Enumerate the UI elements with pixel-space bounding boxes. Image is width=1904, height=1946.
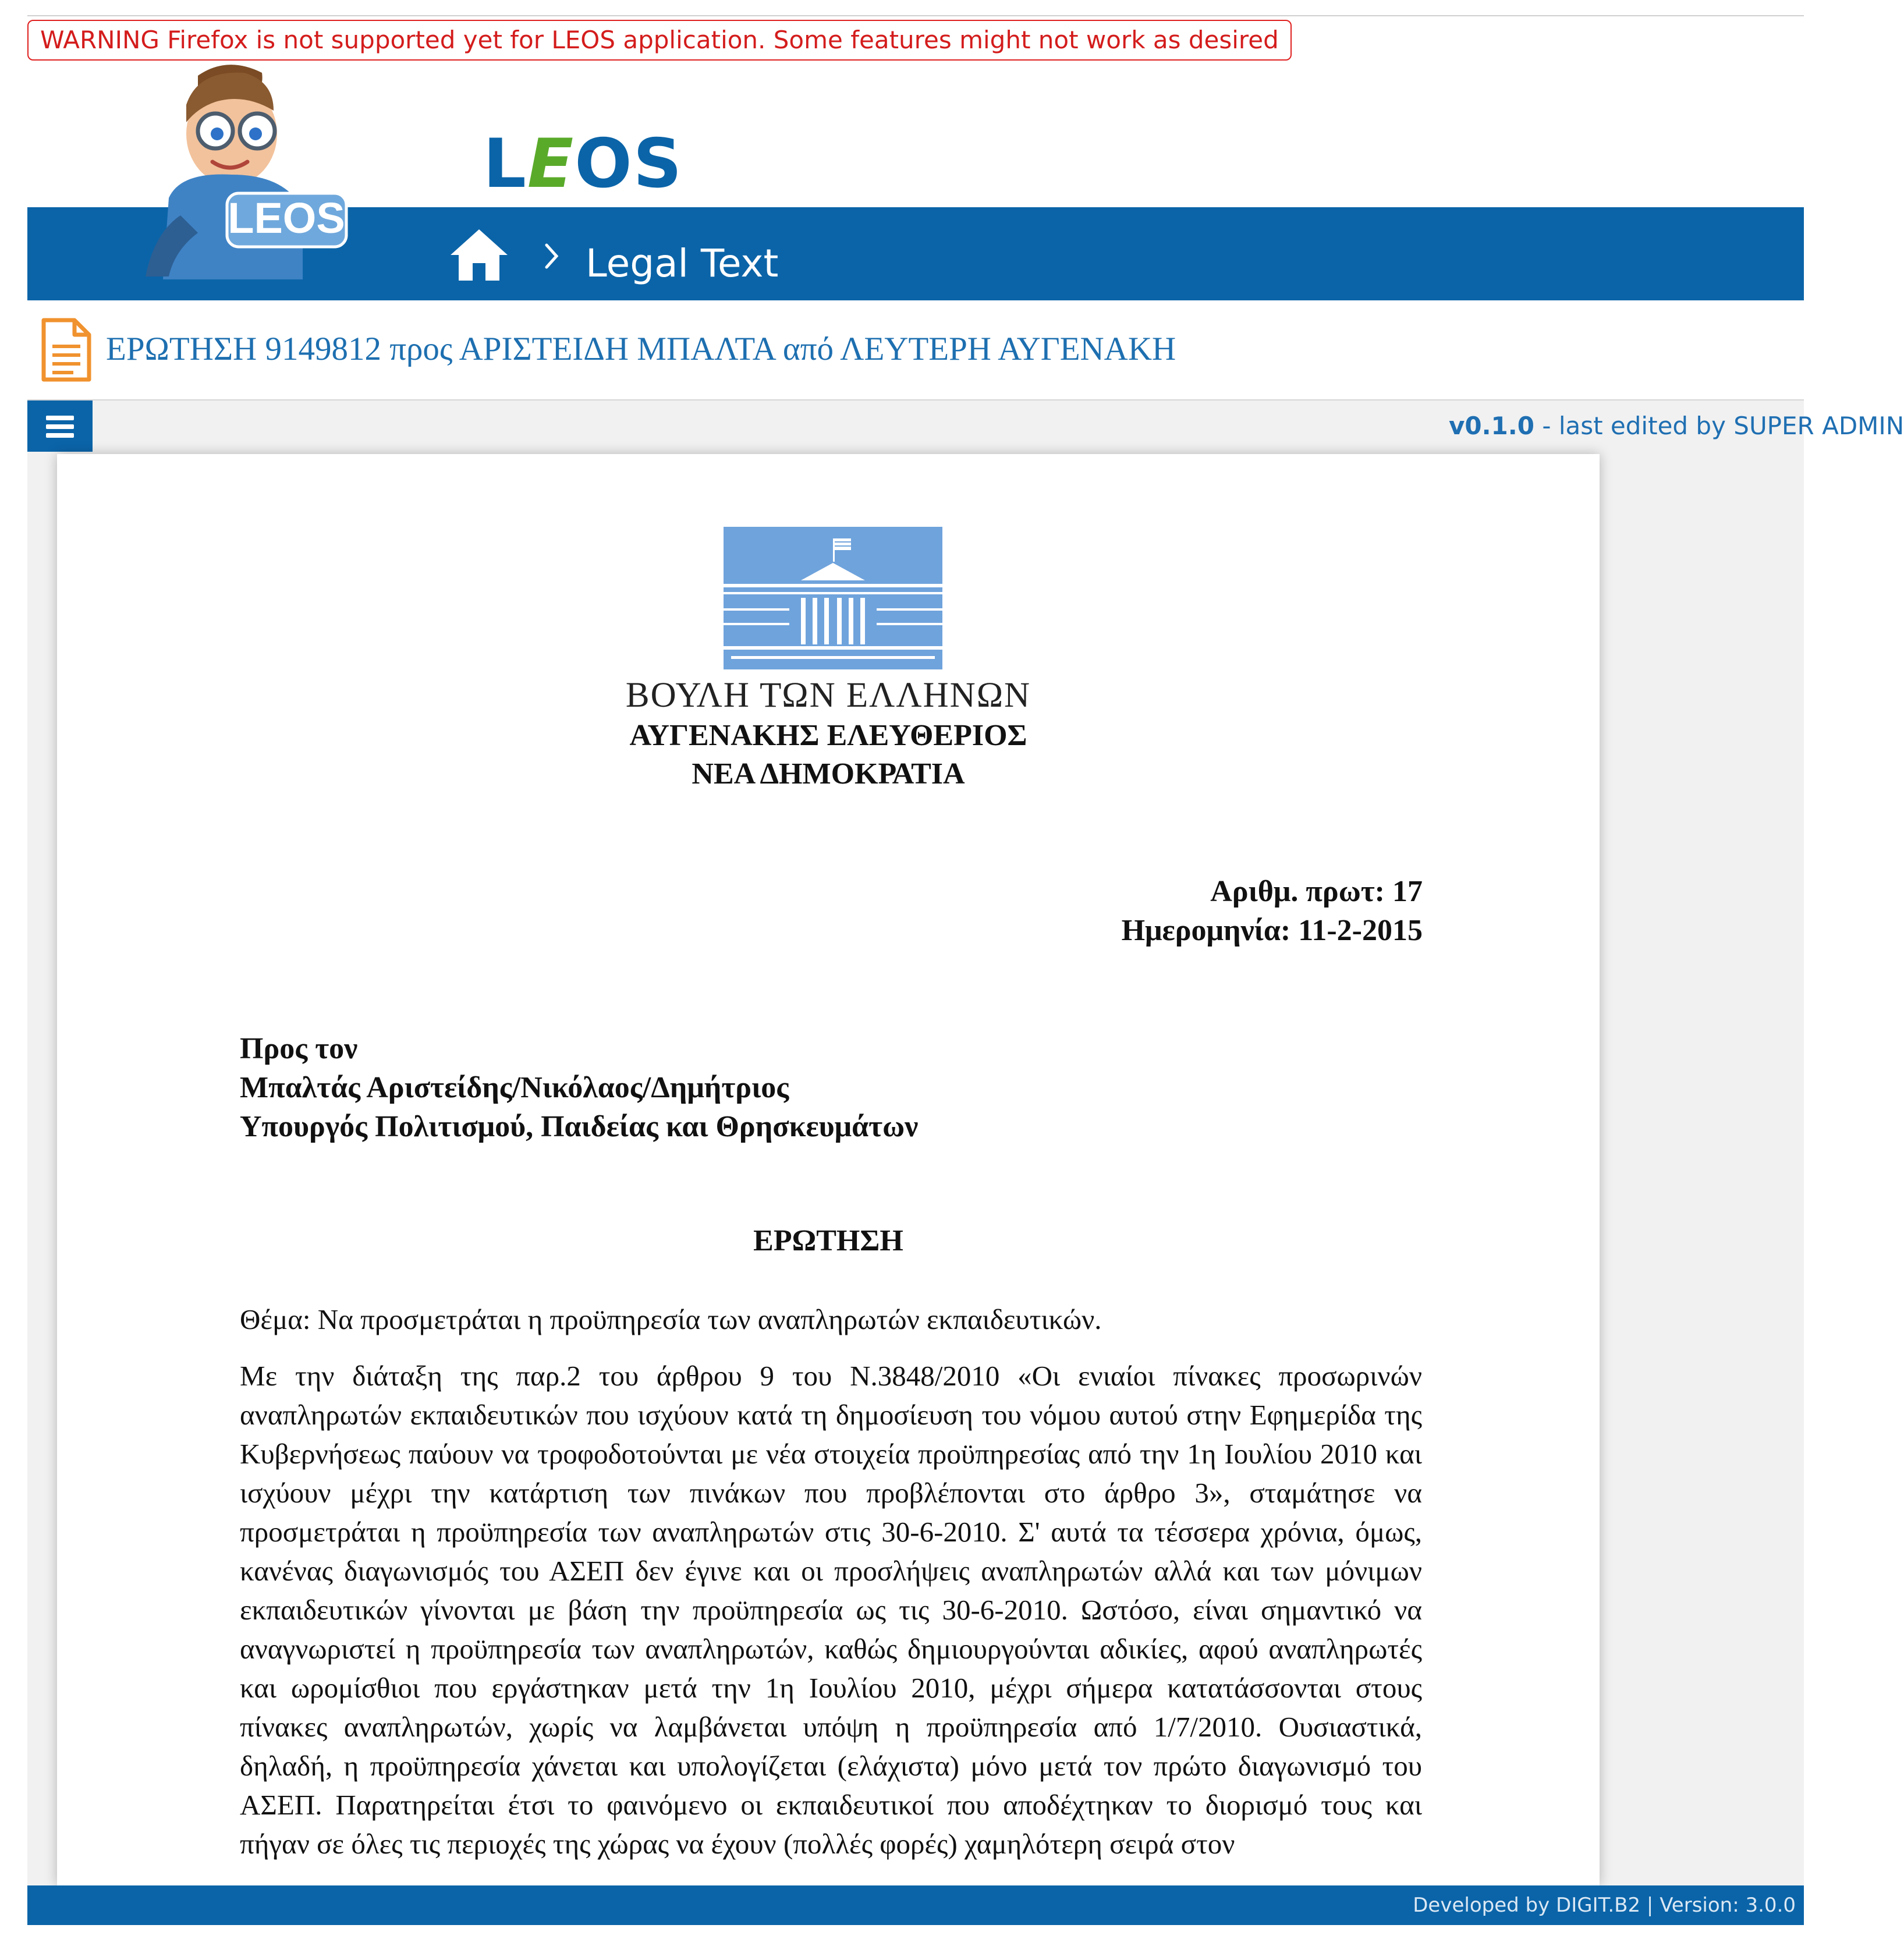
party-name: ΝΕΑ ΔΗΜΟΚΡΑΤΙΑ xyxy=(692,757,965,791)
question-subject: Θέμα: Να προσμετράται η προϋπηρεσία των αναπληρωτών εκπαιδευτικών. xyxy=(240,1303,1102,1335)
author-name: ΑΥΓΕΝΑΚΗΣ ΕΛΕΥΘΕΡΙΟΣ xyxy=(629,719,1027,752)
version-info[interactable]: v0.1.0 - last edited by SUPER ADMIN xyxy=(1449,412,1904,440)
top-divider xyxy=(27,15,1804,16)
parliament-name: ΒΟΥΛΗ ΤΩΝ ΕΛΛΗΝΩΝ xyxy=(625,676,1031,715)
document-date: Ημερομηνία: 11-2-2015 xyxy=(1121,914,1423,947)
addressee-label: Προς τον xyxy=(240,1032,358,1065)
document-icon xyxy=(41,317,92,382)
hamburger-icon xyxy=(46,416,74,420)
app-logo-text[interactable]: LEOS xyxy=(483,125,683,203)
question-heading: ΕΡΩΤΗΣΗ xyxy=(753,1224,903,1257)
document-page xyxy=(57,454,1600,1885)
parliament-emblem-icon xyxy=(714,527,952,669)
mascot-badge-label: LEOS xyxy=(228,194,345,242)
document-toolbar xyxy=(27,399,1904,453)
addressee-role: Υπουργός Πολιτισμού, Παιδείας και Θρησκευμάτων xyxy=(240,1110,919,1143)
question-body-paragraph: Με την διάταξη της παρ.2 του άρθρου 9 του Ν.3848/2010 «Οι ενιαίοι πίνακες προσωρινών αναπληρωτών εκπαιδευτικών που ισχύουν κατά τη δημοσίευση του νόμου αυτού στην Εφημερίδα της Κυβερνήσεως παύουν να τροφοδοτούνται με νέα στοιχεία προϋπηρεσίας από την 1η Ιουλίου 2010 και ισχύουν μέχρι την κατάρτιση των πινάκων που προβλέπονται στο άρθρο 3», σταμάτησε να προσμετράται η προϋπηρεσία των αναπληρωτών στις 30-6-2010. Σ' αυτά τα τέσσερα χρόνια, όμως, κανένας διαγωνισμός του ΑΣΕΠ δεν έγινε και οι προσλήψεις αναπληρωτών αλλά και των μόνιμων εκπαιδευτικών γίνονται με βάση την προϋπηρεσία ως τις 30-6-2010. Ωστόσο, είναι σημαντικό να αναγνωριστεί η προϋπηρεσία των αναπληρωτών, καθώς δημιουργούνται αδικίες, αφού αναπληρωτές και ωρομίσθιοι που εργάστηκαν μετά την 1η Ιουλίου 2010, μέχρι σήμερα κατατάσσονται στους πίνακες αναπληρωτών, χωρίς να λαμβάνεται υπόψη η προϋπηρεσία από 1/7/2010. Ουσιαστικά, δηλαδή, η προϋπηρεσία χάνεται και υπολογίζεται (ελάχιστα) μόνο μετά τον πρώτο διαγωνισμό του ΑΣΕΠ. Παρατηρείται έτσι το φαινόμενο οι εκπαιδευτικοί που αποδέχτηκαν το διορισμό τους και πήγαν σε όλες τις περιοχές της χώρας να έχουν (πολλές φορές) χαμηλότερη σειρά στον xyxy=(240,1360,1422,1860)
addressee-name: Μπαλτάς Αριστείδης/Νικόλαος/Δημήτριος xyxy=(240,1071,789,1104)
leos-mascot-logo[interactable] xyxy=(128,58,407,279)
protocol-number: Αριθμ. πρωτ: 17 xyxy=(1210,875,1423,908)
footer-text: Developed by DIGIT.B2 | Version: 3.0.0 xyxy=(1413,1894,1796,1917)
footer-bar xyxy=(27,1885,1804,1925)
document-title: ΕΡΩΤΗΣΗ 9149812 προς ΑΡΙΣΤΕΙΔΗ ΜΠΑΛΤΑ από ΛΕΥΤΕΡΗ ΑΥΓΕΝΑΚΗ xyxy=(106,331,1176,367)
chevron-right-icon xyxy=(545,243,559,269)
home-icon[interactable] xyxy=(448,227,510,283)
browser-warning-banner: WARNING Firefox is not supported yet for LEOS application. Some features might not work as desired xyxy=(27,20,1292,61)
menu-toggle-button[interactable] xyxy=(27,400,93,452)
breadcrumb-current: Legal Text xyxy=(586,241,779,286)
